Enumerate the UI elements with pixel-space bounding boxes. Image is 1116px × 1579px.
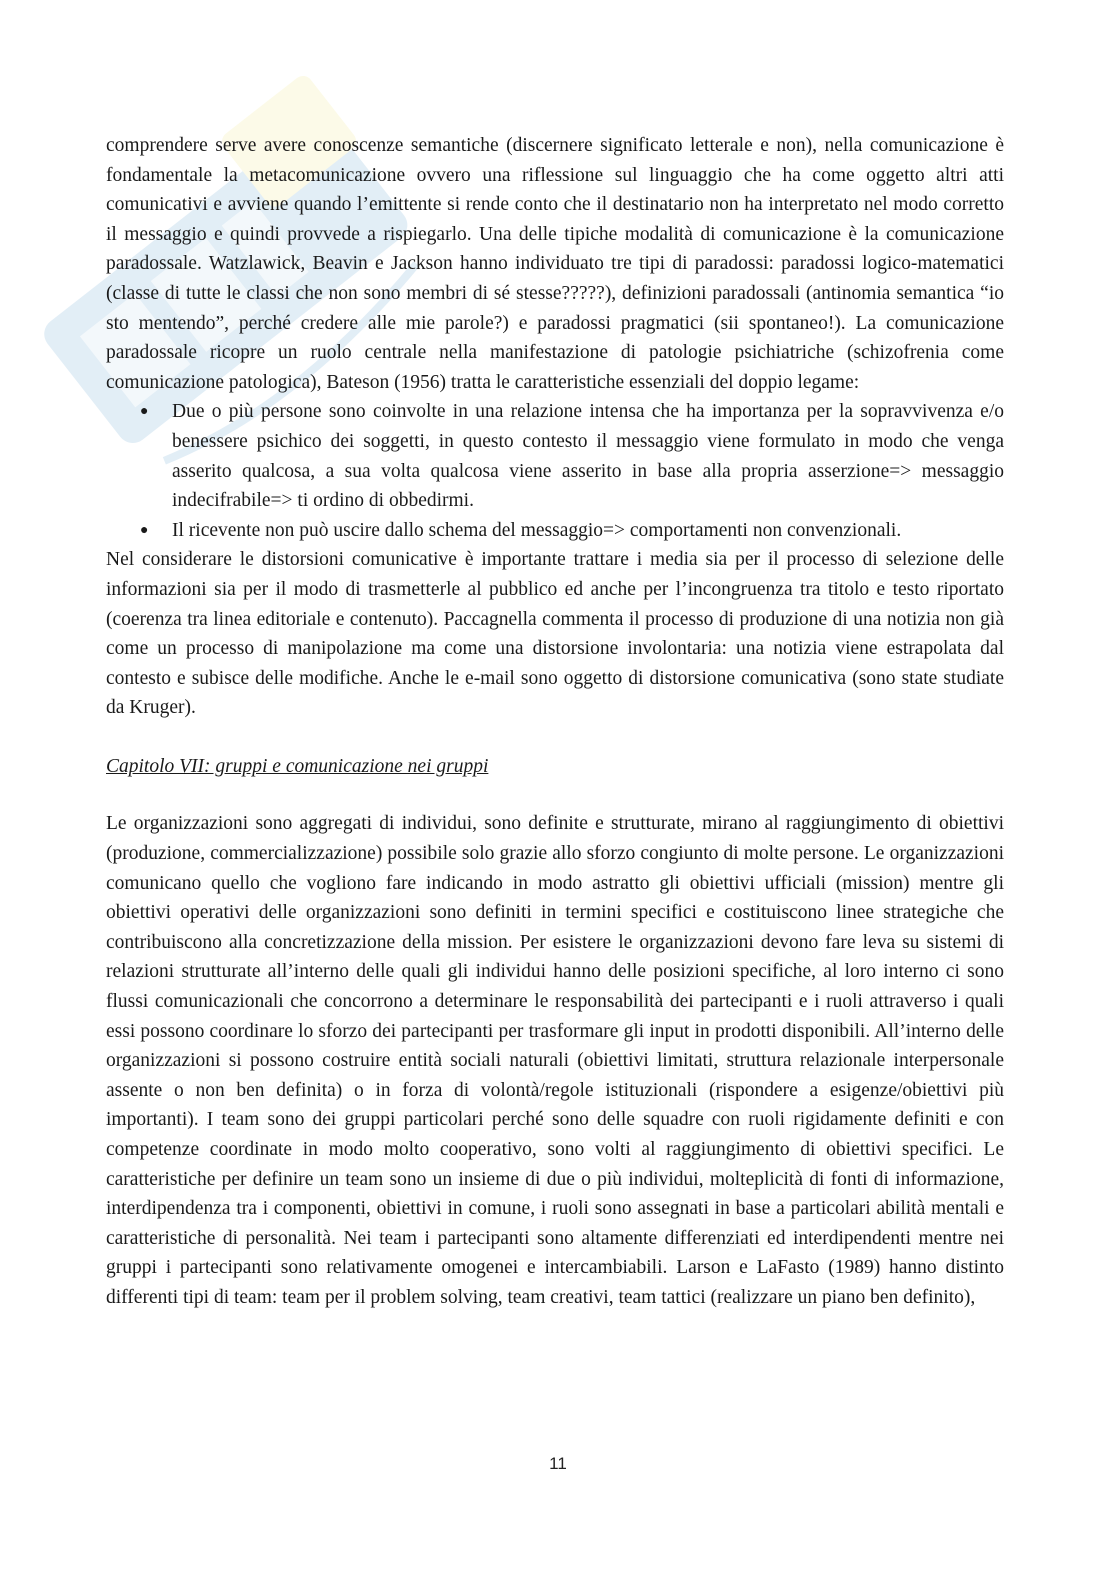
bullet-icon: ● [140,522,149,538]
bullet-list [106,397,1004,545]
list-item-text: Due o più persone sono coinvolte in una relazione intensa che ha importanza per la sopravvivenza e/o benessere psichico dei soggetti, in questo contesto il messaggio viene formulato in modo che venga asserito qualcosa, a sua volta qualcosa viene asserito in base alla propria asserzione=> messaggio indecifrabile=> ti ordino di obbedirmi. [172,401,1004,512]
paragraph-doppio-legame-intro: comprendere serve avere conoscenze semantiche (discernere significato letterale e non), nella comunicazione è fondamentale la metacomunicazione ovvero una riflessione sul linguaggio che ha come oggetto altri atti comunicativi e avviene quando l’emittente si rende conto che il destinatario non ha interpretato nel modo corretto il messaggio e quindi provvede a rispiegarlo. Una delle tipiche modalità di comunicazione è la comunicazione paradossale. Watzlawick, Beavin e Jackson hanno individuato tre tipi di paradossi: paradossi logico-matematici (classe di tutte le classi che non sono membri di sé stesse?????), definizioni paradossali (antinomia semantica “io sto mentendo”, perché credere alle mie parole?) e paradossi pragmatici (sii spontaneo!). La comunicazione paradossale ricopre un ruolo centrale nella manifestazione di patologie psichiatriche (schizofrenia come comunicazione patologica), Bateson (1956) tratta le caratteristiche essenziali del doppio legame: [106,135,1004,393]
paragraph-organizzazioni: Le organizzazioni sono aggregati di individui, sono definite e strutturate, mirano al raggiungimento di obiettivi (produzione, commercializzazione) possibile solo grazie allo sforzo congiunto di molte persone. Le organizzazioni comunicano quello che vogliono fare indicando in modo astratto gli obiettivi ufficiali (mission) mentre gli obiettivi operativi delle organizzazioni sono definiti in termini specifici e costituiscono linee strategiche che contribuiscono alla concretizzazione della mission. Per esistere le organizzazioni devono fare leva su sistemi di relazioni strutturate all’interno delle quali gli individui hanno delle posizioni specifiche, al loro interno ci sono flussi comunicazionali che concorrono a determinare le responsabilità dei partecipanti e i ruoli attraverso i quali essi possono coordinare lo sforzo dei partecipanti per trasformare gli input in prodotti disponibili. All’interno delle organizzazioni si possono costruire entità sociali naturali (obiettivi limitati, struttura relazionale interpersonale assente o non ben definita) o in forza di volontà/regole istituzionali (rispondere a esigenze/obiettivi più importanti). I team sono dei gruppi particolari perché sono delle squadre con ruoli rigidamente definiti e con competenze coordinate in modo molto cooperativo, sono volti al raggiungimento di obiettivi specifici. Le caratteristiche per definire un team sono un insieme di due o più individui, molteplicità di fonti di informazione, interdipendenza tra i componenti, obiettivi in comune, i ruoli sono assegnati in base a particolari abilità mentali e caratteristiche di personalità. Nei team i partecipanti sono altamente differenziati ed interdipendenti mentre nei gruppi i partecipanti sono relativamente omogenei e intercambiabili. Larson e LaFasto (1989) hanno distinto differenti tipi di team: team per il problem solving, team creativi, team tattici (realizzare un piano ben definito), [106,813,1004,1308]
page-number: 11 [549,1454,567,1473]
bullet-icon: ● [140,404,149,420]
document-body [106,131,1004,1313]
list-item [106,516,1004,546]
chapter-heading: Capitolo VII: gruppi e comunicazione nei gruppi [106,755,489,777]
list-item [106,397,1004,515]
paragraph-distorsioni: Nel considerare le distorsioni comunicative è importante trattare i media sia per il processo di selezione delle informazioni sia per il modo di trasmetterle al pubblico ed anche per l’incongruenza tra titolo e testo riportato (coerenza tra linea editoriale e contenuto). Paccagnella commenta il processo di produzione di una notizia non già come un processo di manipolazione ma come una distorsione involontaria: una notizia viene estrapolata dal contesto e subisce delle modifiche. Anche le e-mail sono oggetto di distorsione comunicativa (sono state studiate da Kruger). [106,549,1004,719]
list-item-text: Il ricevente non può uscire dallo schema del messaggio=> comportamenti non convenzionali. [172,519,902,541]
